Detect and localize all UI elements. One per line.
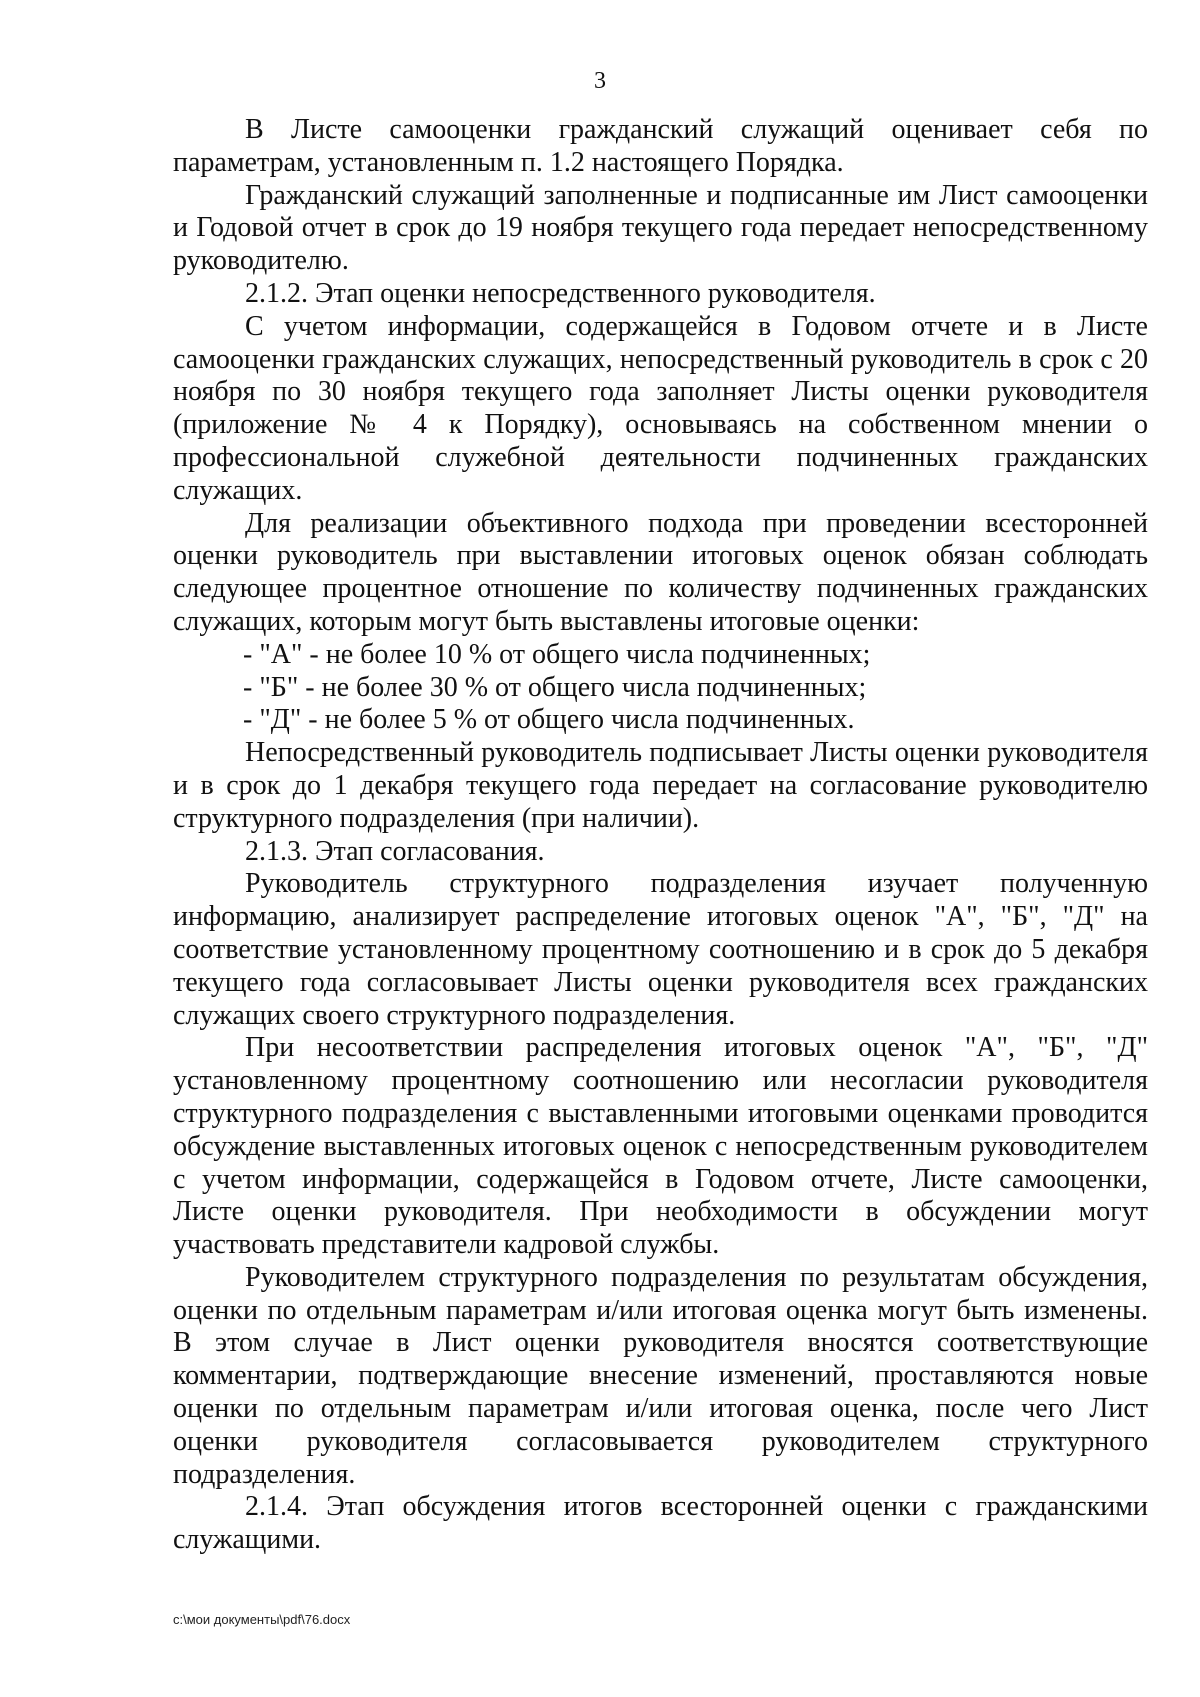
footer-file-path: c:\мои документы\pdf\76.docx [173, 1612, 351, 1627]
paragraph-self-assessment: В Листе самооценки гражданский служащий оценивает себя по параметрам, установленным п. 1.2 настоящего Порядка. [173, 114, 1148, 178]
list-item-grade-d: - "Д" - не более 5 % от общего числа подчиненных. [243, 704, 855, 736]
page-number: 3 [594, 68, 606, 94]
section-heading-2-1-3: 2.1.3. Этап согласования. [245, 835, 545, 867]
paragraph-submission-deadline: Гражданский служащий заполненные и подписанные им Лист самооценки и Годовой отчет в срок до 19 ноября текущего года передает непосредственному руководителю. [173, 179, 1148, 277]
list-item-grade-b: - "Б" - не более 30 % от общего числа подчиненных; [243, 671, 867, 703]
paragraph-rating-ratio: Для реализации объективного подхода при проведении всесторонней оценки руководитель при выставлении итоговых оценок обязан соблюдать следующее процентное отношение по количеству подчиненных гражданских служащих, которым могут быть выставлены итоговые оценки: [173, 507, 1148, 637]
paragraph-discrepancy-discussion: При несоответствии распределения итоговых оценок "А", "Б", "Д" установленному процентному соотношению или несогласии руководителя структурного подразделения с выставленными итоговыми оценками проводится обсуждение выставленных итоговых оценок с непосредственным руководителем с учетом информации, содержащейся в Годовом отчете, Листе самооценки, Листе оценки руководителя. При необходимости в обсуждении могут участвовать представители кадровой службы. [173, 1032, 1148, 1261]
paragraph-department-review: Руководитель структурного подразделения изучает полученную информацию, анализирует распределение итоговых оценок "А", "Б", "Д" на соответствие установленному процентному соотношению и в срок до 5 декабря текущего года согласовывает Листы оценки руководителя всех гражданских служащих своего структурного подразделения. [173, 868, 1148, 1031]
paragraph-manager-assessment: С учетом информации, содержащейся в Годовом отчете и в Листе самооценки гражданских служащих, непосредственный руководитель в срок с 20 ноября по 30 ноября текущего года заполняет Листы оценки руководителя (приложение № 4 к Порядку), основываясь на собственном мнении о профессиональной служебной деятельности подчиненных гражданских служащих. [173, 310, 1148, 506]
list-item-grade-a: - "А" - не более 10 % от общего числа подчиненных; [243, 638, 871, 670]
document-body [173, 114, 1148, 1557]
paragraph-manager-signs: Непосредственный руководитель подписывает Листы оценки руководителя и в срок до 1 декабря текущего года передает на согласование руководителю структурного подразделения (при наличии). [173, 737, 1148, 834]
section-heading-2-1-4: 2.1.4. Этап обсуждения итогов всесторонней оценки с гражданскими служащими. [173, 1491, 1148, 1556]
paragraph-rating-changes: Руководителем структурного подразделения по результатам обсуждения, оценки по отдельным параметрам и/или итоговая оценка могут быть изменены. В этом случае в Лист оценки руководителя вносятся соответствующие комментарии, подтверждающие внесение изменений, проставляются новые оценки по отдельным параметрам и/или итоговая оценка, после чего Лист оценки руководителя согласовывается руководителем структурного подразделения. [173, 1261, 1148, 1490]
section-heading-2-1-2: 2.1.2. Этап оценки непосредственного руководителя. [245, 277, 876, 309]
